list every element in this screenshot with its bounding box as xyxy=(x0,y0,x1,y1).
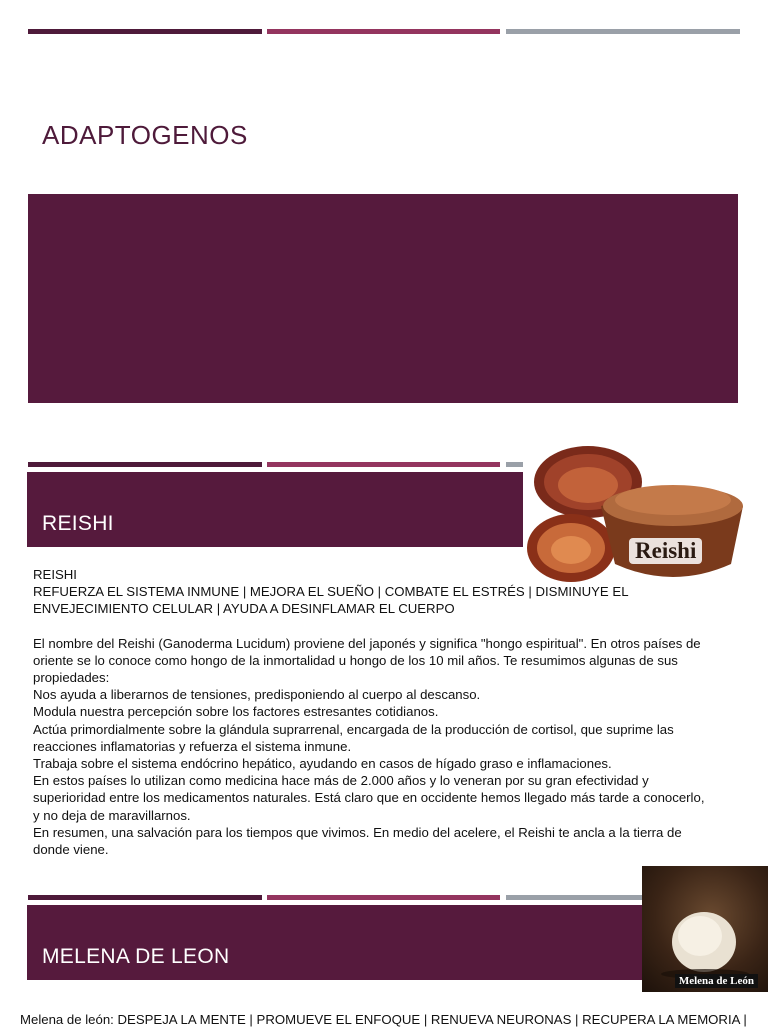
body-line: REISHI xyxy=(33,567,77,582)
accent-bar-magenta xyxy=(267,29,500,34)
body-line: Actúa primordialmente sobre la glándula suprarrenal, encargada de la producción de cortisol, que suprime las reacciones inflamatorias y refuerza el sistema inmune. xyxy=(33,721,674,754)
paragraph-gap xyxy=(33,618,713,635)
melena-banner xyxy=(27,905,642,980)
body-line: En resumen, una salvación para los tiempos que vivimos. En medio del acelere, el Reishi te ancla a la tierra de donde viene. xyxy=(33,824,682,858)
melena-image xyxy=(642,866,768,992)
accent-bar-dark xyxy=(28,29,262,34)
accent-bar-gray xyxy=(506,895,642,900)
accent-bar-gray xyxy=(506,462,523,467)
reishi-body xyxy=(33,566,713,858)
body-line: Nos ayuda a liberarnos de tensiones, predisponiendo al cuerpo al descanso. xyxy=(33,687,481,703)
page-title: ADAPTOGENOS xyxy=(42,120,248,150)
body-line: Trabaja sobre el sistema endócrino hepático, ayudando en casos de hígado graso e inflamaciones. xyxy=(33,756,612,772)
melena-title: MELENA DE LEON xyxy=(42,945,230,968)
accent-bar-dark xyxy=(28,462,262,467)
body-line: Modula nuestra percepción sobre los factores estresantes cotidianos. xyxy=(33,704,439,720)
melena-intro: Melena de león: DESPEJA LA MENTE | PROMUEVE EL ENFOQUE | RENUEVA NEURONAS | RECUPERA LA MEMORIA | xyxy=(20,1012,747,1027)
body-line: REFUERZA EL SISTEMA INMUNE | MEJORA EL SUEÑO | COMBATE EL ESTRÉS | DISMINUYE EL ENVEJECIMIENTO CELULAR | AYUDA A DESINFLAMAR EL CUERPO xyxy=(33,584,629,617)
hero-banner xyxy=(28,194,738,403)
body-line: El nombre del Reishi (Ganoderma Lucidum) proviene del japonés y significa "hongo espiritual". En otros países de oriente se lo conoce como hongo de la inmortalidad u hongo de los 10 mil años. Te resumimos algunas de sus propiedades: xyxy=(33,635,701,686)
body-line: En estos países lo utilizan como medicina hace más de 2.000 años y lo veneran por su gran efectividad y superioridad entre los medicamentos naturales. Está claro que en occidente hemos llegado más tarde a conocerlo, y no deja de maravillarnos. xyxy=(33,773,705,823)
accent-bar-dark xyxy=(28,895,262,900)
reishi-title: REISHI xyxy=(42,512,114,535)
accent-bar-gray xyxy=(506,29,740,34)
accent-bar-magenta xyxy=(267,895,500,900)
reishi-banner xyxy=(27,472,523,547)
melena-image-label: Melena de León xyxy=(675,974,758,988)
reishi-image-label: Reishi xyxy=(629,538,702,564)
accent-bar-magenta xyxy=(267,462,500,467)
